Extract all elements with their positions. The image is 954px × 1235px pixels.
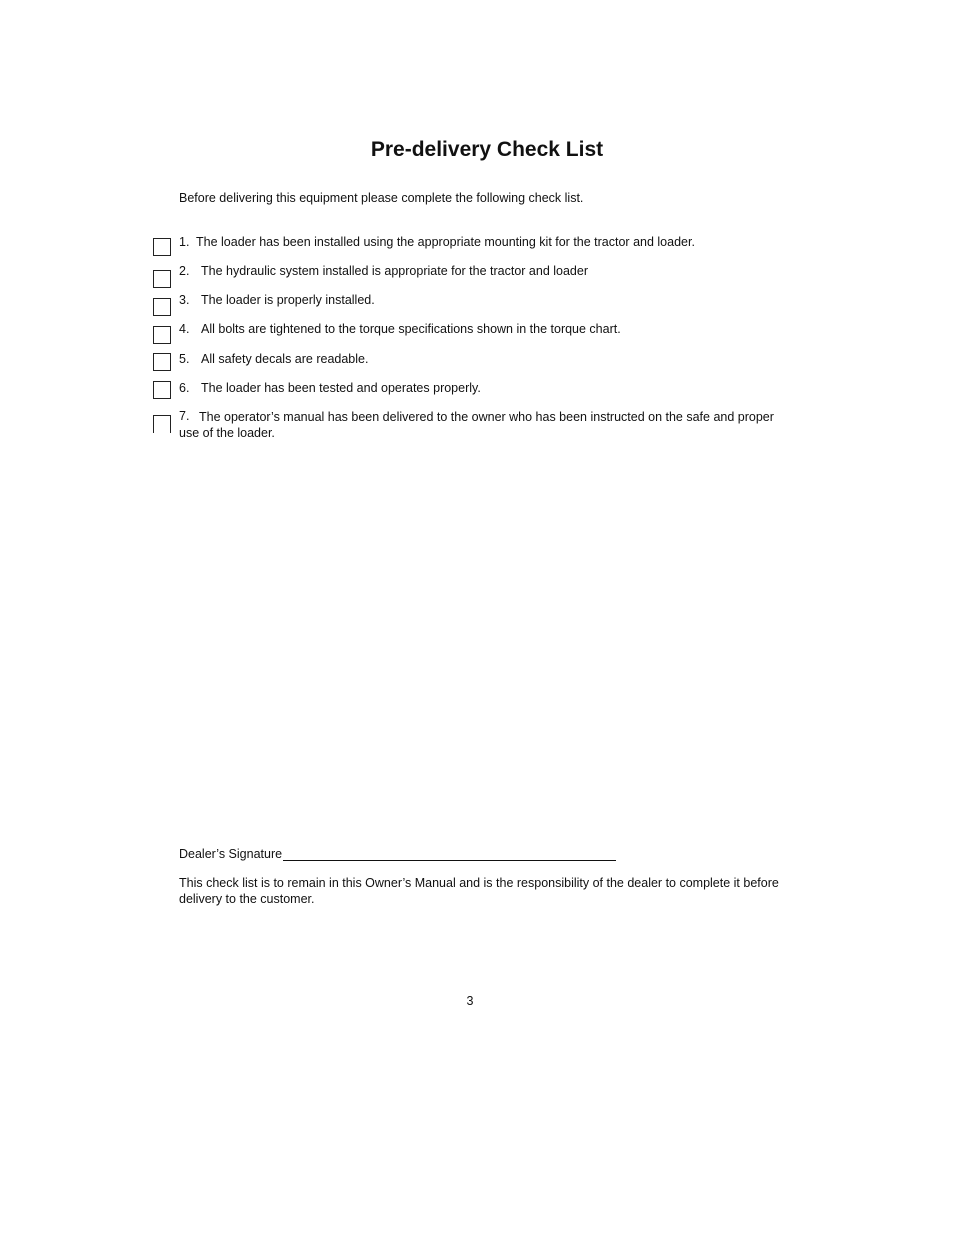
checkbox-item-3[interactable] <box>153 298 171 316</box>
checkbox-item-2[interactable] <box>153 270 171 288</box>
item-number: 2. <box>179 264 190 278</box>
item-text: The loader has been tested and operates properly. <box>201 381 481 395</box>
signature-label: Dealer’s Signature <box>179 847 283 861</box>
item-number: 1. <box>179 235 190 249</box>
checkbox-item-4[interactable] <box>153 326 171 344</box>
signature-row <box>179 847 616 861</box>
item-number: 3. <box>179 293 190 307</box>
checkbox-item-1[interactable] <box>153 238 171 256</box>
footer-note: This check list is to remain in this Owner’s Manual and is the responsibility of the dealer to complete it before delivery to the customer. <box>179 876 779 906</box>
checkbox-item-5[interactable] <box>153 353 171 371</box>
checkbox-item-7[interactable] <box>153 415 171 433</box>
item-number: 4. <box>179 322 190 336</box>
checkbox-item-6[interactable] <box>153 381 171 399</box>
item-text: The loader is properly installed. <box>201 293 375 307</box>
item-text: All bolts are tightened to the torque specifications shown in the torque chart. <box>201 322 621 336</box>
item-number: 5. <box>179 352 190 366</box>
intro-text: Before delivering this equipment please complete the following check list. <box>179 191 584 205</box>
item-text: The hydraulic system installed is appropriate for the tractor and loader <box>201 264 588 278</box>
item-text: All safety decals are readable. <box>201 352 369 366</box>
item-text: The operator’s manual has been delivered to the owner who has been instructed on the safe and proper use of the loader. <box>179 410 774 440</box>
item-number: 7. <box>179 409 190 423</box>
signature-line[interactable] <box>283 847 616 861</box>
page-number: 3 <box>466 994 474 1008</box>
page-title: Pre-delivery Check List <box>370 138 604 161</box>
item-number: 6. <box>179 381 190 395</box>
item-text: The loader has been installed using the appropriate mounting kit for the tractor and loader. <box>196 235 695 249</box>
